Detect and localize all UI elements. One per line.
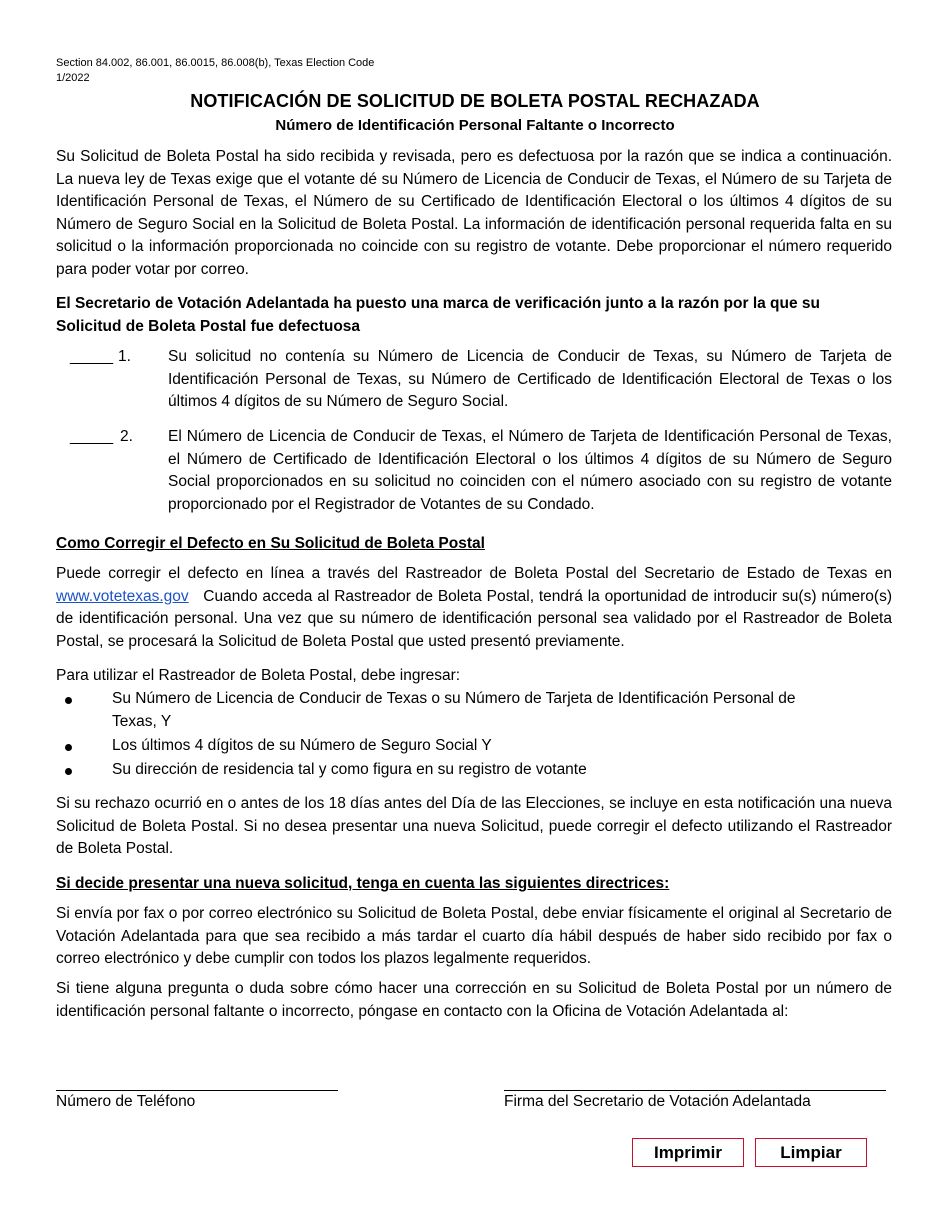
statute-reference: Section 84.002, 86.001, 86.0015, 86.008(b), Texas Election Code	[56, 57, 375, 69]
questions-paragraph: Si tiene alguna pregunta o duda sobre cómo hacer una corrección en su Solicitud de Boleta Postal por un número de identificación personal faltante o incorrecto, póngase en contacto con la Oficina de Votación Adelantada al:	[56, 980, 892, 1020]
correct-text-after: Cuando acceda al Rastreador de Boleta Postal, tendrá la oportunidad de introducir su(s) número(s) de identificación personal. Una vez que su número de identificación personal sea validado por el Rastreador de Boleta Postal, se procesará la Solicitud de Boleta Postal que usted presentó previamente.	[56, 587, 897, 650]
list-item	[56, 735, 892, 758]
rejection-paragraph: Si su rechazo ocurrió en o antes de los 18 días antes del Día de las Elecciones, se incluye en esta notificación una nueva Solicitud de Boleta Postal. Si no desea presentar una nueva Solicitud, puede corregir el defecto utilizando el Rastreador de Boleta Postal.	[56, 795, 892, 858]
correct-text-before: Puede corregir el defecto en línea a través del Rastreador de Boleta Postal del Secretario de Estado de Texas en	[56, 565, 892, 582]
phone-signature-line[interactable]	[56, 1090, 338, 1091]
bullet-icon	[65, 697, 72, 704]
checkmark-blank[interactable]: _____	[70, 348, 114, 365]
tracker-intro: Para utilizar el Rastreador de Boleta Postal, debe ingresar:	[56, 667, 461, 684]
clerk-signature-line[interactable]	[504, 1090, 886, 1091]
document-title: NOTIFICACIÓN DE SOLICITUD DE BOLETA POSTAL RECHAZADA	[190, 91, 760, 111]
reason-number: 2.	[120, 428, 133, 445]
fax-email-paragraph: Si envía por fax o por correo electrónico su Solicitud de Boleta Postal, debe enviar físicamente el original al Secretario de Votación Adelantada para que sea recibido a más tardar el cuarto día hábil después de haber sido recibido por fax o correo electrónico y debe cumplir con todos los plazos legalmente requeridos.	[56, 905, 892, 968]
clear-button[interactable]: Limpiar	[755, 1138, 867, 1167]
checkmark-heading: El Secretario de Votación Adelantada ha puesto una marca de verificación junto a la razón por la que su Solicitud de Boleta Postal fue defectuosa	[56, 295, 821, 335]
list-item	[56, 688, 842, 733]
new-application-heading: Si decide presentar una nueva solicitud, tenga en cuenta las siguientes directrices:	[56, 875, 670, 892]
form-header	[56, 56, 374, 86]
bullet-icon	[65, 768, 72, 775]
clerk-signature-label: Firma del Secretario de Votación Adelantada	[504, 1093, 811, 1110]
phone-label: Número de Teléfono	[56, 1093, 196, 1110]
print-button[interactable]: Imprimir	[632, 1138, 744, 1167]
tracker-requirements-list	[56, 688, 892, 783]
list-item-text: Su dirección de residencia tal y como figura en su registro de votante	[112, 760, 587, 778]
document-subtitle: Número de Identificación Personal Faltante o Incorrecto	[275, 117, 675, 134]
reason-number: 1.	[118, 348, 131, 365]
reason-text: Su solicitud no contenía su Número de Licencia de Conducir de Texas, su Número de Tarjeta de Identificación Personal de Texas, su Número de Certificado de Identificación Electoral de Texas o los últimos 4 dígitos de su Número de Seguro Social.	[168, 348, 892, 411]
reason-text: El Número de Licencia de Conducir de Texas, el Número de Tarjeta de Identificación Personal de Texas, el Número de Certificado de Identificación Electoral o los últimos 4 dígitos de su Número de Seguro Social proporcionados en su solicitud no coinciden con el número asociado con su registro de votante proporcionado por el Registrador de Votantes de su Condado.	[168, 428, 892, 513]
correct-defect-paragraph	[56, 563, 897, 653]
list-item	[56, 759, 892, 782]
intro-paragraph: Su Solicitud de Boleta Postal ha sido recibida y revisada, pero es defectuosa por la razón que se indica a continuación. La nueva ley de Texas exige que el votante dé su Número de Licencia de Conducir de Texas, el Número de su Tarjeta de Identificación Personal de Texas, el Número de su Certificado de Identificación Electoral o los últimos 4 dígitos de su Número de Seguro Social en la Solicitud de Boleta Postal. La información de identificación personal requerida falta en su solicitud o la información proporcionada no coincide con su registro de votante. Debe proporcionar el número requerido para poder votar por correo.	[56, 148, 892, 278]
bullet-icon	[65, 744, 72, 751]
checkmark-blank[interactable]: _____	[70, 428, 114, 445]
list-item-text: Su Número de Licencia de Conducir de Texas o su Número de Tarjeta de Identificación Personal de Texas, Y	[112, 690, 796, 730]
list-item-text: Los últimos 4 dígitos de su Número de Seguro Social Y	[112, 736, 492, 754]
correct-defect-heading: Como Corregir el Defecto en Su Solicitud de Boleta Postal	[56, 535, 485, 552]
revision-date: 1/2022	[56, 72, 90, 84]
votetexas-link[interactable]: www.votetexas.gov	[56, 587, 189, 605]
